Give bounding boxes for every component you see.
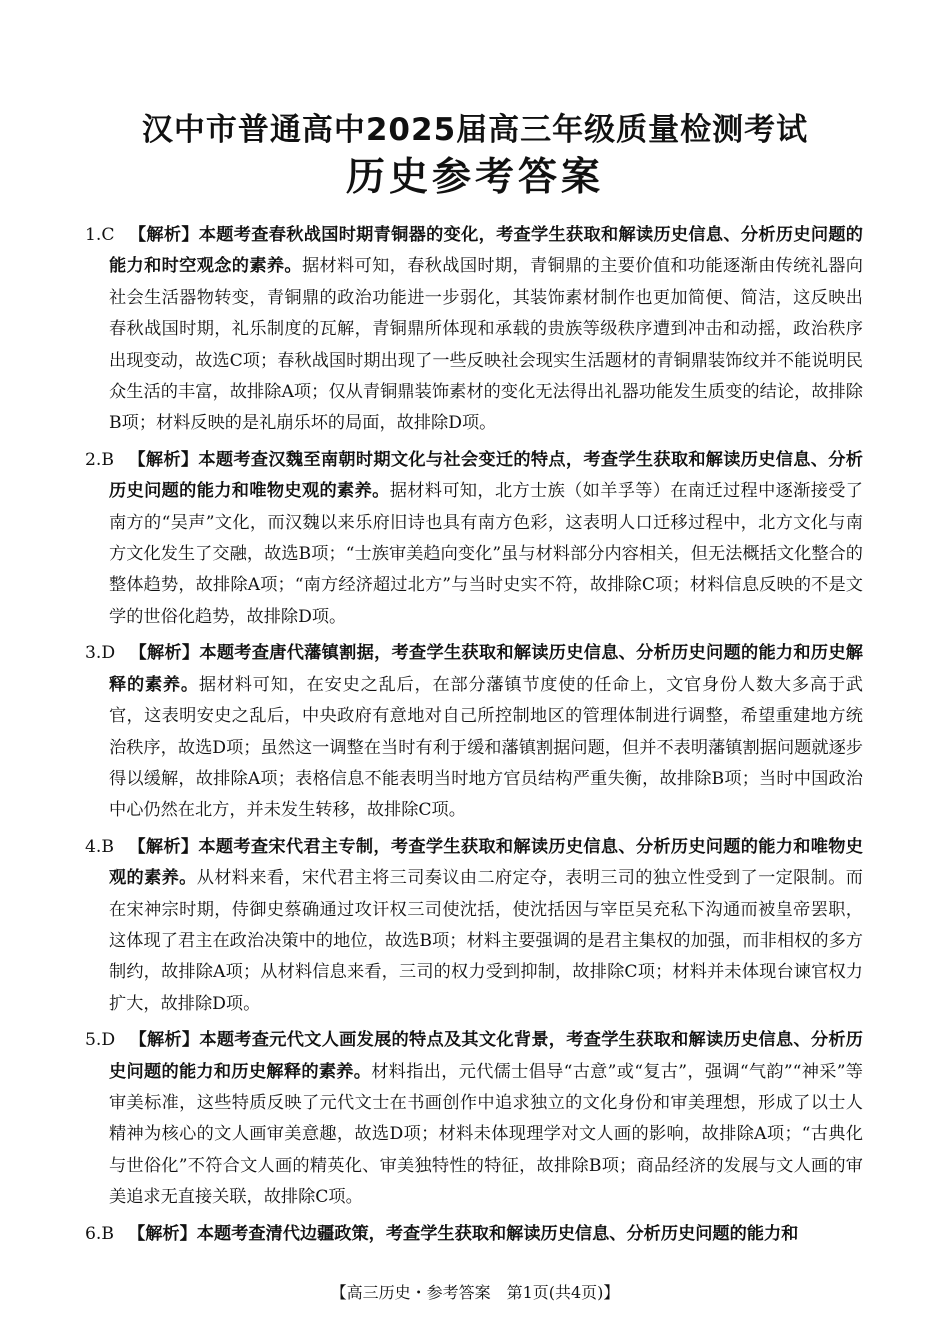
question-4 xyxy=(85,832,863,1020)
analysis-body: 据材料可知，北方士族（如羊孚等）在南迁过程中逐渐接受了南方的“吴声”文化，而汉魏以来乐府旧诗也具有南方色彩，这表明人口迁移过程中，北方文化与南方文化发生了交融，故选B项；“士族审美趋向变化”虽与材料部分内容相关，但无法概括文化整合的整体趋势，故排除A项；“南方经济超过北方”与当时史实不符，故排除C项；材料信息反映的不是文学的世俗化趋势，故排除D项。 xyxy=(109,481,863,627)
analysis-body: 据材料可知，春秋战国时期，青铜鼎的主要价值和功能逐渐由传统礼器向社会生活器物转变，青铜鼎的政治功能进一步弱化，其装饰素材制作也更加简便、简洁，这反映出春秋战国时期，礼乐制度的瓦解，青铜鼎所体现和承载的贵族等级秩序遭到冲击和动摇，政治秩序出现变动，故选C项；春秋战国时期出现了一些反映社会现实生活题材的青铜鼎装饰纹并不能说明民众生活的丰富，故排除A项；仅从青铜鼎装饰素材的变化无法得出礼器功能发生质变的结论，故排除B项；材料反映的是礼崩乐坏的局面，故排除D项。 xyxy=(109,256,863,434)
question-number: 4. xyxy=(85,836,102,857)
question-6 xyxy=(85,1219,863,1250)
answer-list xyxy=(85,220,863,1255)
analysis-lead: 【解析】本题考查清代边疆政策，考查学生获取和解读历史信息、分析历史问题的能力和 xyxy=(128,1223,799,1244)
page-subtitle: 历史参考答案 xyxy=(345,155,604,200)
question-number: 1. xyxy=(85,225,102,245)
question-number: 3. xyxy=(85,643,102,664)
answer-choice: B xyxy=(101,836,115,857)
analysis-lead: 【解析】本题考查唐代藩镇割据，考查学生获取和解读历史信息、分析历史问题的能力和历史解释的素养。 xyxy=(109,643,863,695)
analysis-lead: 【解析】本题考查元代文人画发展的特点及其文化背景，考查学生获取和解读历史信息、分析历史问题的能力和历史解释的素养。 xyxy=(109,1030,863,1082)
answer-choice: D xyxy=(101,643,116,664)
question-number: 6. xyxy=(85,1223,102,1244)
analysis-body: 据材料可知，在安史之乱后，在部分藩镇节度使的任命上，文官身份人数大多高于武官，这表明安史之乱后，中央政府有意地对自己所控制地区的管理体制进行调整，希望重建地方统治秩序，故选D项；虽然这一调整在当时有利于缓和藩镇割据问题，但并不表明藩镇割据问题就逐步得以缓解，故排除A项；表格信息不能表明当时地方官员结构严重失衡，故排除B项；当时中国政治中心仍然在北方，并未发生转移，故排除C项。 xyxy=(109,674,863,821)
answer-choice: B xyxy=(101,449,115,470)
analysis-lead: 【解析】本题考查宋代君主专制，考查学生获取和解读历史信息、分析历史问题的能力和唯物史观的素养。 xyxy=(109,836,863,889)
question-3 xyxy=(85,638,863,826)
page-title: 汉中市普通高中2025届高三年级质量检测考试 xyxy=(141,112,809,148)
question-number: 5. xyxy=(85,1030,102,1051)
question-5 xyxy=(85,1025,863,1213)
answer-choice: D xyxy=(101,1030,116,1051)
analysis-lead: 【解析】本题考查春秋战国时期青铜器的变化，考查学生获取和解读历史信息、分析历史问题的能力和时空观念的素养。 xyxy=(109,225,863,277)
page-footer: 【高三历史・参考答案 第1页(共4页)】 xyxy=(330,1283,620,1302)
question-number: 2. xyxy=(85,449,102,470)
answer-choice: B xyxy=(101,1223,115,1244)
question-2 xyxy=(85,445,863,633)
question-1 xyxy=(85,220,863,440)
analysis-body: 材料指出，元代儒士倡导“古意”或“复古”，强调“气韵”“神采”等审美标准，这些特质反映了元代文士在书画创作中追求独立的文化身份和审美理想，形成了以士人精神为核心的文人画审美意趣，故选D项；材料未体现理学对文人画的影响，故排除A项；“古典化与世俗化”不符合文人画的精英化、审美独特性的特征，故排除B项；商品经济的发展与文人画的审美追求无直接关联，故排除C项。 xyxy=(109,1061,863,1208)
analysis-body: 从材料来看，宋代君主将三司奏议由二府定夺，表明三司的独立性受到了一定限制。而在宋神宗时期，侍御史蔡确通过攻讦权三司使沈括，使沈括因与宰臣吴充私下沟通而被皇帝罢职，这体现了君主在政治决策中的地位，故选B项；材料主要强调的是君主集权的加强，而非相权的多方制约，故排除A项；从材料信息来看，三司的权力受到抑制，故排除C项；材料并未体现台谏官权力扩大，故排除D项。 xyxy=(109,868,863,1014)
answer-choice: C xyxy=(101,225,115,245)
analysis-lead: 【解析】本题考查汉魏至南朝时期文化与社会变迁的特点，考查学生获取和解读历史信息、分析历史问题的能力和唯物史观的素养。 xyxy=(109,449,863,502)
